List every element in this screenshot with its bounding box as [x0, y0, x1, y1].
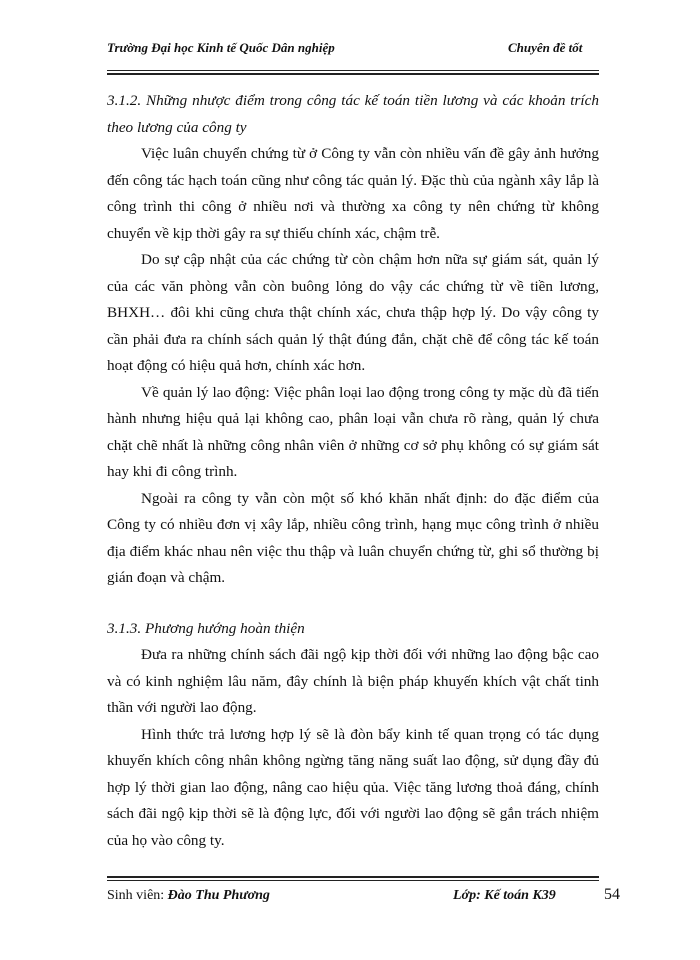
section-312-paragraph-4: Ngoài ra công ty vẫn còn một số khó khăn nhất định: do đặc điểm của Công ty có nhiều đơn vị xây lắp, nhiều công trình, hạng mục công trình ở nhiều địa điểm khác nhau nên việc thu thập và luân chuyển chứng từ, ghi sổ thường bị gián đoạn và chậm. — [107, 489, 599, 586]
section-312-paragraph-1: Việc luân chuyển chứng từ ở Công ty vẫn còn nhiều vấn đề gây ảnh hưởng đến công tác hạch toán cũng như công tác quản lý. Đặc thù của ngành xây lắp là công trình thi công ở nhiều nơi và thường xa công ty nên chứng từ không chuyển về kịp thời gây ra sự thiếu chính xác, chậm trễ. — [107, 145, 599, 242]
page-body — [107, 88, 599, 854]
header-topic: Chuyên đề tốt — [508, 40, 583, 55]
header-rule-thin — [107, 70, 599, 71]
footer-student — [107, 888, 270, 904]
footer-student-name: Đào Thu Phương — [167, 888, 270, 903]
footer-class: Lớp: Kế toán K39 — [453, 888, 556, 903]
page-number: 54 — [604, 886, 620, 903]
footer-rule-thin — [107, 880, 599, 881]
section-gap — [107, 592, 599, 616]
header-school: Trường Đại học Kinh tế Quốc Dân nghiệp — [107, 40, 335, 55]
section-313-paragraph-1: Đưa ra những chính sách đãi ngộ kịp thời đối với những lao động bậc cao và có kinh nghiệm lâu năm, đây chính là biện pháp khuyến khích vật chất tinh thần với người lao động. — [107, 646, 599, 716]
section-312-paragraph-3: Về quản lý lao động: Việc phân loại lao động trong công ty mặc dù đã tiến hành nhưng hiệu quả lại không cao, phân loại vẫn chưa rõ ràng, quản lý chưa chặt chẽ nhất là những công nhân viên ở những cơ sở phụ không có sự giám sát hay khi đi công trình. — [107, 383, 599, 480]
section-312-heading: 3.1.2. Những nhược điểm trong công tác kế toán tiền lương và các khoản trích theo lương của công ty — [107, 92, 599, 136]
section-313-paragraph-2: Hình thức trả lương hợp lý sẽ là đòn bẩy kinh tế quan trọng có tác dụng khuyến khích công nhân không ngừng tăng năng suất lao động, sử dụng đầy đủ hợp lý thời gian lao động, nâng cao hiệu qủa. Việc tăng lương thoả đáng, chính sách đãi ngộ kịp thời sẽ là động lực, đối với người lao động sẽ gắn trách nhiệm của họ vào công ty. — [107, 725, 599, 849]
section-313-heading: 3.1.3. Phương hướng hoàn thiện — [107, 619, 305, 637]
section-312-paragraph-2: Do sự cập nhật của các chứng từ còn chậm hơn nữa sự giám sát, quản lý của các văn phòng vẫn còn buông lỏng do vậy các chứng từ về tiền lương, BHXH… đôi khi cũng chưa thật chính xác, chưa thập hợp lý. Do vậy công ty cần phải đưa ra chính sách quản lý thật đúng đắn, chặt chẽ để công tác kế toán hoạt động có hiệu quả hơn, chính xác hơn. — [107, 251, 599, 374]
footer-rule-thick — [107, 876, 599, 878]
footer-student-label: Sinh viên: — [107, 888, 165, 903]
header-rule-thick — [107, 73, 599, 75]
